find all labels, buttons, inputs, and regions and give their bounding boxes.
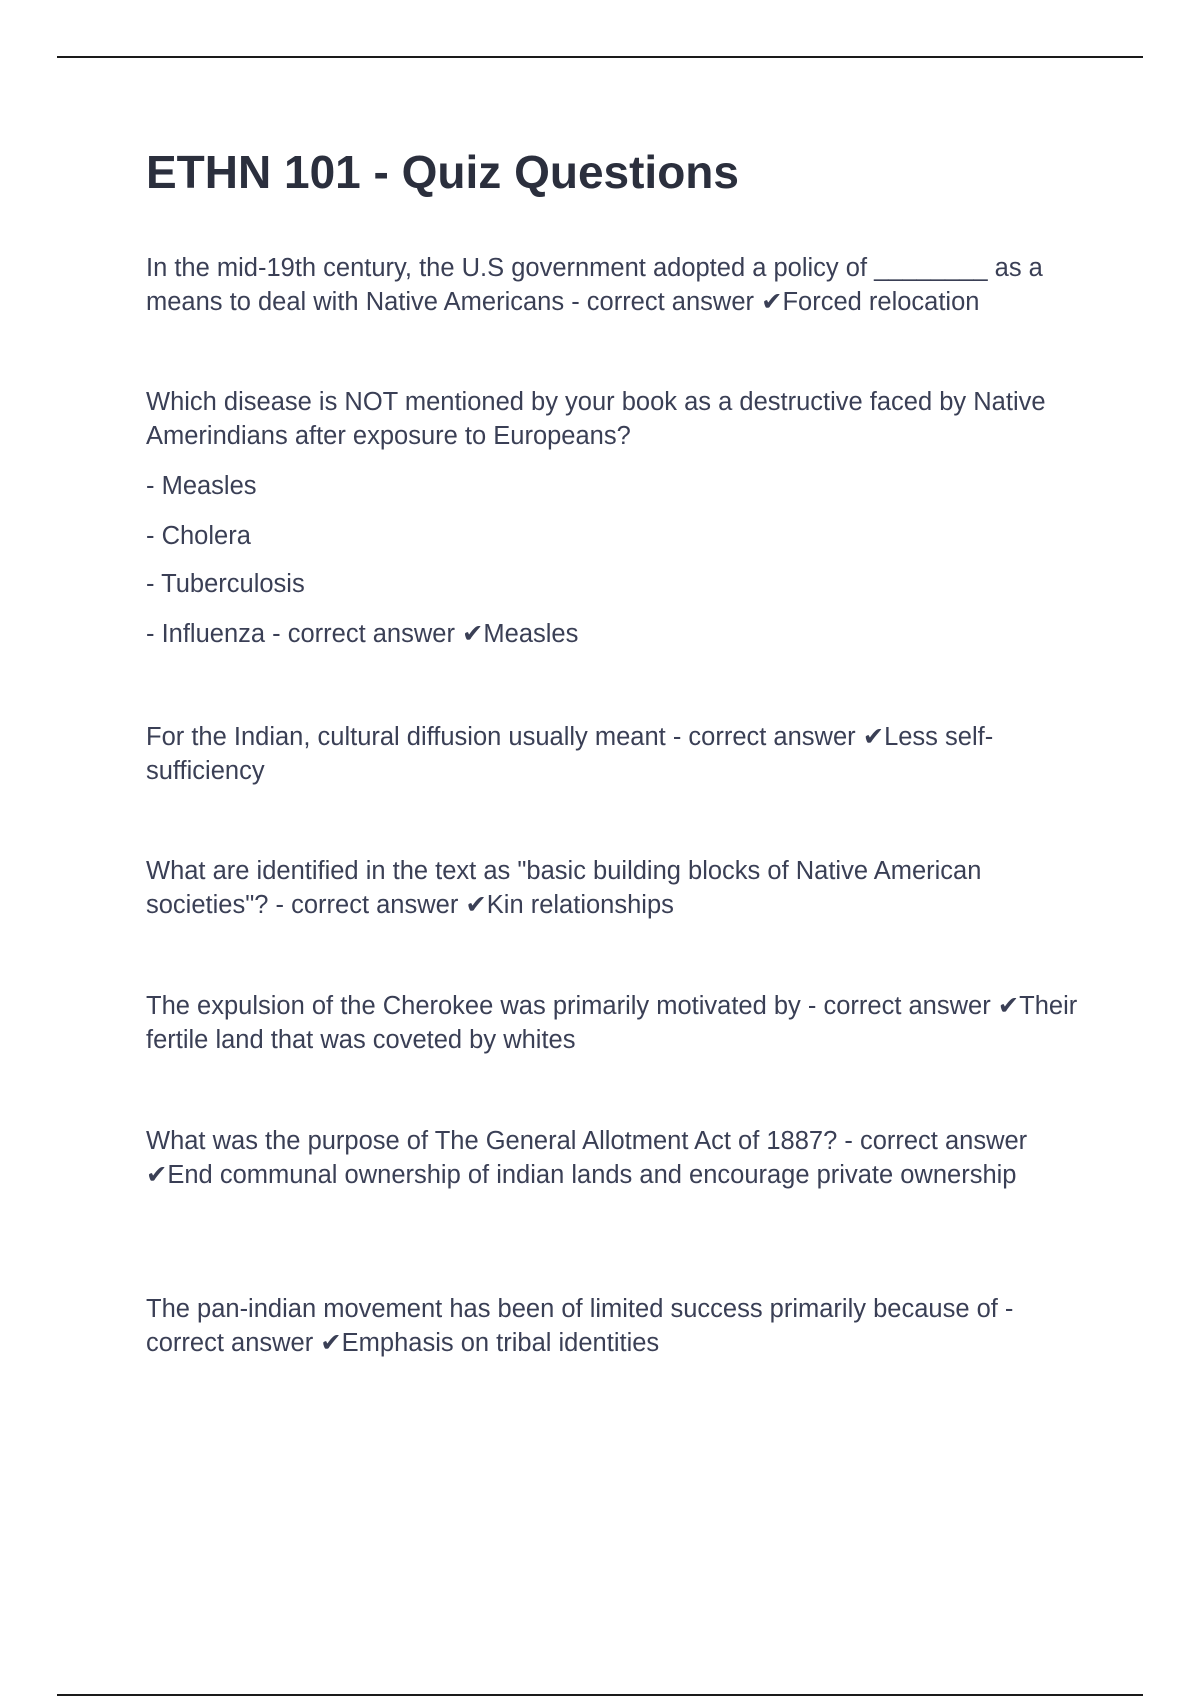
question-text: The pan-indian movement has been of limited success primarily because of - correct answer ✔Emphasis on tribal identities <box>146 1295 1014 1357</box>
answer-option: - Measles <box>146 472 257 500</box>
answer-option: - Influenza - correct answer ✔Measles <box>146 620 579 648</box>
question-text: What was the purpose of The General Allotment Act of 1887? - correct answer ✔End communal ownership of indian lands and encourage private ownership <box>146 1127 1028 1189</box>
page-title: ETHN 101 - Quiz Questions <box>146 146 739 198</box>
question-text: In the mid-19th century, the U.S government adopted a policy of ________ as a means to deal with Native Americans - correct answer ✔Forced relocation <box>146 254 1043 316</box>
question-3 <box>146 720 1086 788</box>
question-text: Which disease is NOT mentioned by your book as a destructive faced by Native Amerindians after exposure to Europeans? <box>146 388 1046 450</box>
question-5 <box>146 989 1086 1057</box>
answer-option: - Tuberculosis <box>146 570 305 598</box>
question-2 <box>146 385 1086 651</box>
question-text: The expulsion of the Cherokee was primarily motivated by - correct answer ✔Their fertile land that was coveted by whites <box>146 992 1078 1054</box>
top-rule <box>57 56 1143 58</box>
question-1 <box>146 251 1086 319</box>
answer-option: - Cholera <box>146 522 251 550</box>
question-6 <box>146 1124 1086 1192</box>
bottom-rule <box>57 1694 1143 1696</box>
question-text: What are identified in the text as "basic building blocks of Native American societies"? - correct answer ✔Kin relationships <box>146 857 982 919</box>
question-text: For the Indian, cultural diffusion usually meant - correct answer ✔Less self-sufficiency <box>146 723 994 785</box>
question-4 <box>146 854 1086 922</box>
question-7 <box>146 1292 1086 1360</box>
